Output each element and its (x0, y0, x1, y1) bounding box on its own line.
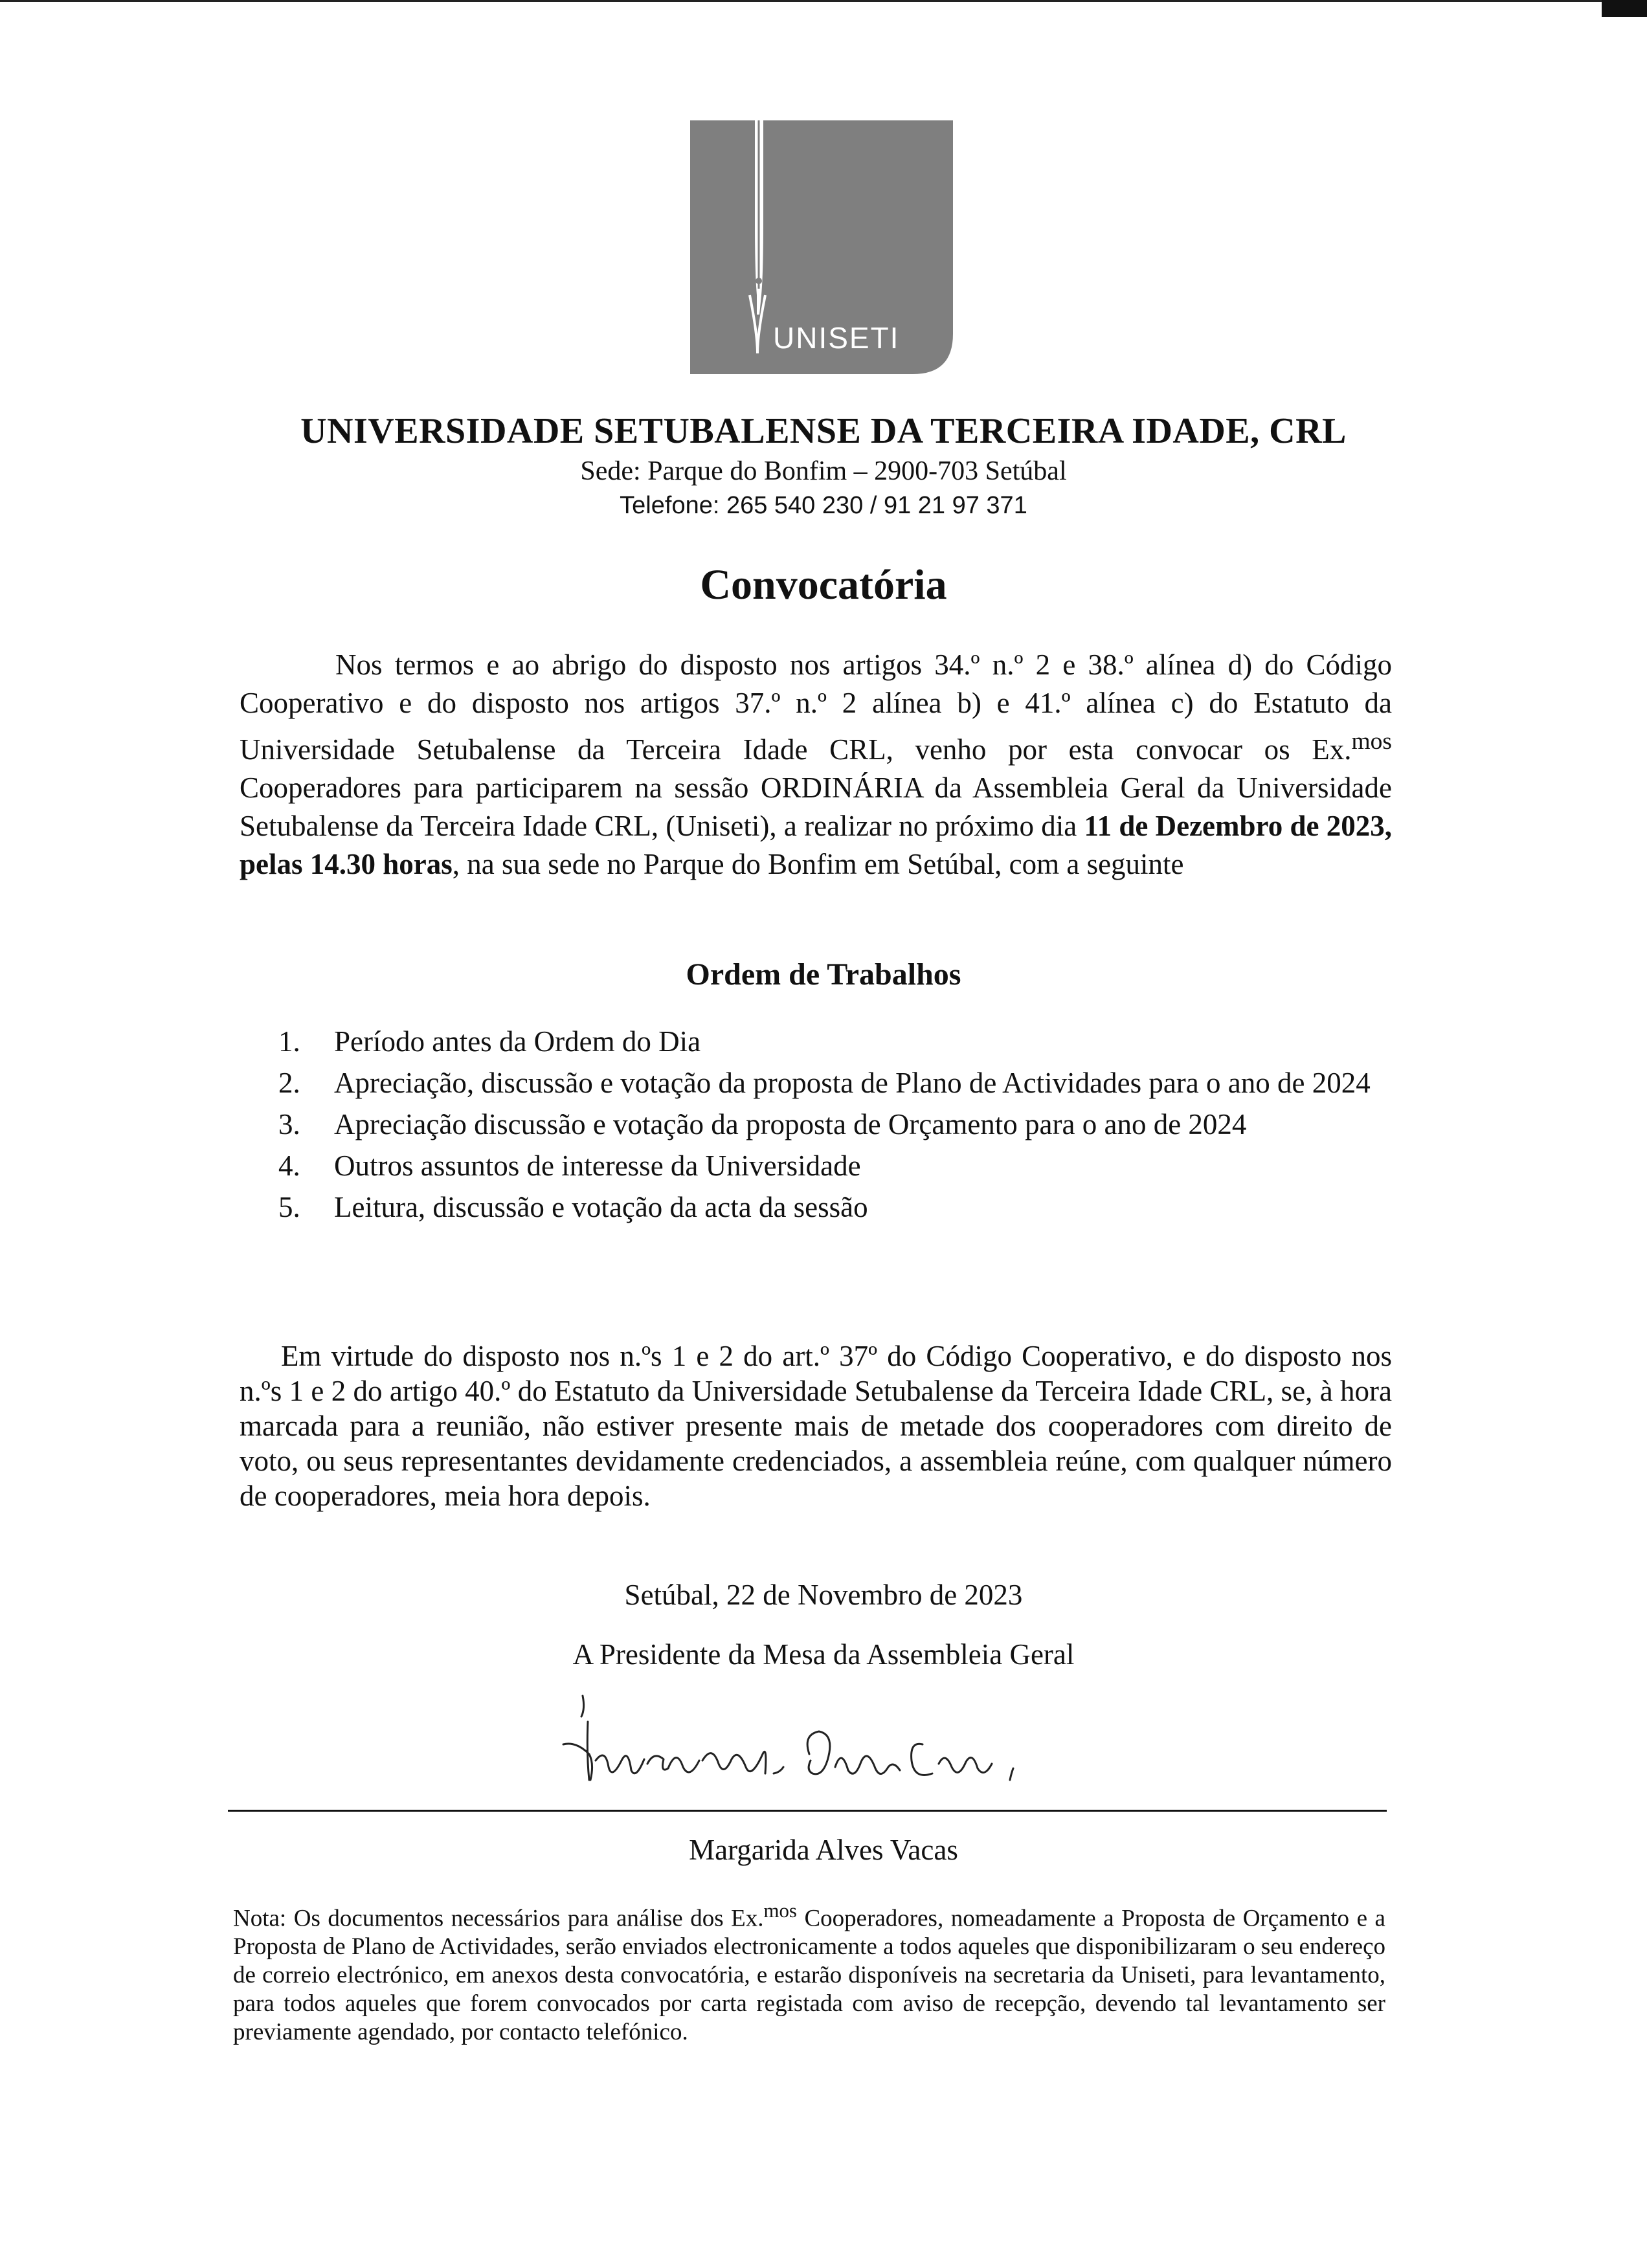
organization-name: UNIVERSIDADE SETUBALENSE DA TERCEIRA IDADE, CRL (300, 411, 1347, 451)
place-and-date: Setúbal, 22 de Novembro de 2023 (624, 1579, 1023, 1611)
agenda-item (278, 1063, 1392, 1103)
footnote (233, 1896, 1385, 2047)
agenda-title: Ordem de Trabalhos (686, 957, 961, 992)
document-title: Convocatória (700, 561, 947, 608)
agenda-list (278, 1021, 1392, 1228)
note-superscript: mos (763, 1900, 797, 1922)
agenda-item (278, 1187, 1392, 1227)
meeting-datetime: 11 de Dezembro de 2023, pelas 14.30 horas (240, 810, 1392, 880)
organization-phone: Telefone: 265 540 230 / 91 21 97 371 (620, 492, 1027, 519)
intro-text-1: Nos termos e ao abrigo do disposto nos artigos 34.º n.º 2 e 38.º alínea d) do Código Cooperativo e do disposto nos artigos 37.º n.º 2 alínea b) e 41.º alínea c) do Estatuto da Universidade Setubalense da Terceira Idade CRL, venho por esta convocar os Ex. (240, 649, 1392, 766)
scan-corner-mark (1602, 0, 1647, 17)
agenda-item-number: 2. (278, 1067, 300, 1099)
agenda-item (278, 1146, 1392, 1186)
signatory-role: A Presidente da Mesa da Assembleia Geral (572, 1638, 1075, 1671)
logo-text: UNISETI (773, 321, 900, 355)
agenda-item (278, 1104, 1392, 1144)
agenda-item-text: Leitura, discussão e votação da acta da sessão (334, 1191, 868, 1223)
organization-address: Sede: Parque do Bonfim – 2900-703 Setúbal (580, 456, 1067, 486)
agenda-item (278, 1021, 1392, 1062)
signature-line (228, 1810, 1387, 1812)
convocation-paragraph (240, 646, 1392, 884)
agenda-item-text: Outros assuntos de interesse da Universidade (334, 1150, 861, 1182)
intro-superscript: mos (1351, 728, 1392, 755)
signatory-name: Margarida Alves Vacas (689, 1834, 958, 1866)
agenda-item-number: 3. (278, 1108, 300, 1140)
note-text-1: Nota: Os documentos necessários para análise dos Ex. (233, 1905, 764, 1932)
uniseti-logo (690, 120, 953, 374)
note-text-2: Cooperadores, nomeadamente a Proposta de Orçamento e a Proposta de Plano de Actividades, serão enviados electronicamente a todos aqueles que disponibilizaram o seu endereço de correio electrónico, em anexos desta convocatória, e estarão disponíveis na secretaria da Uniseti, para levantamento, para todos aqueles que forem convocados por carta registada com aviso de recepção, devendo tal levantamento ser previamente agendado, por contacto telefónico. (233, 1905, 1385, 2046)
agenda-item-number: 4. (278, 1150, 300, 1182)
quorum-paragraph: Em virtude do disposto nos n.ºs 1 e 2 do art.º 37º do Código Cooperativo, e do disposto nos n.ºs 1 e 2 do artigo 40.º do Estatuto da Universidade Setubalense da Terceira Idade CRL, se, à hora marcada para a reunião, não estiver presente mais de metade dos cooperadores com direito de voto, ou seus representantes devidamente credenciados, a assembleia reúne, com qualquer número de cooperadores, meia hora depois. (240, 1340, 1392, 1512)
agenda-item-text: Apreciação discussão e votação da proposta de Orçamento para o ano de 2024 (334, 1108, 1247, 1140)
scan-border-top (0, 0, 1647, 2)
agenda-item-number: 5. (278, 1191, 300, 1223)
intro-text-3: , na sua sede no Parque do Bonfim em Setúbal, com a seguinte (452, 848, 1184, 880)
agenda-item-number: 1. (278, 1025, 300, 1058)
handwritten-signature (557, 1683, 1062, 1806)
intro-text-2: Cooperadores para participarem na sessão ORDINÁRIA da Assembleia Geral da Universidade Setubalense da Terceira Idade CRL, (Uniseti), a realizar no próximo dia (240, 772, 1392, 842)
agenda-item-text: Apreciação, discussão e votação da proposta de Plano de Actividades para o ano de 2024 (334, 1067, 1371, 1099)
agenda-item-text: Período antes da Ordem do Dia (334, 1025, 701, 1058)
